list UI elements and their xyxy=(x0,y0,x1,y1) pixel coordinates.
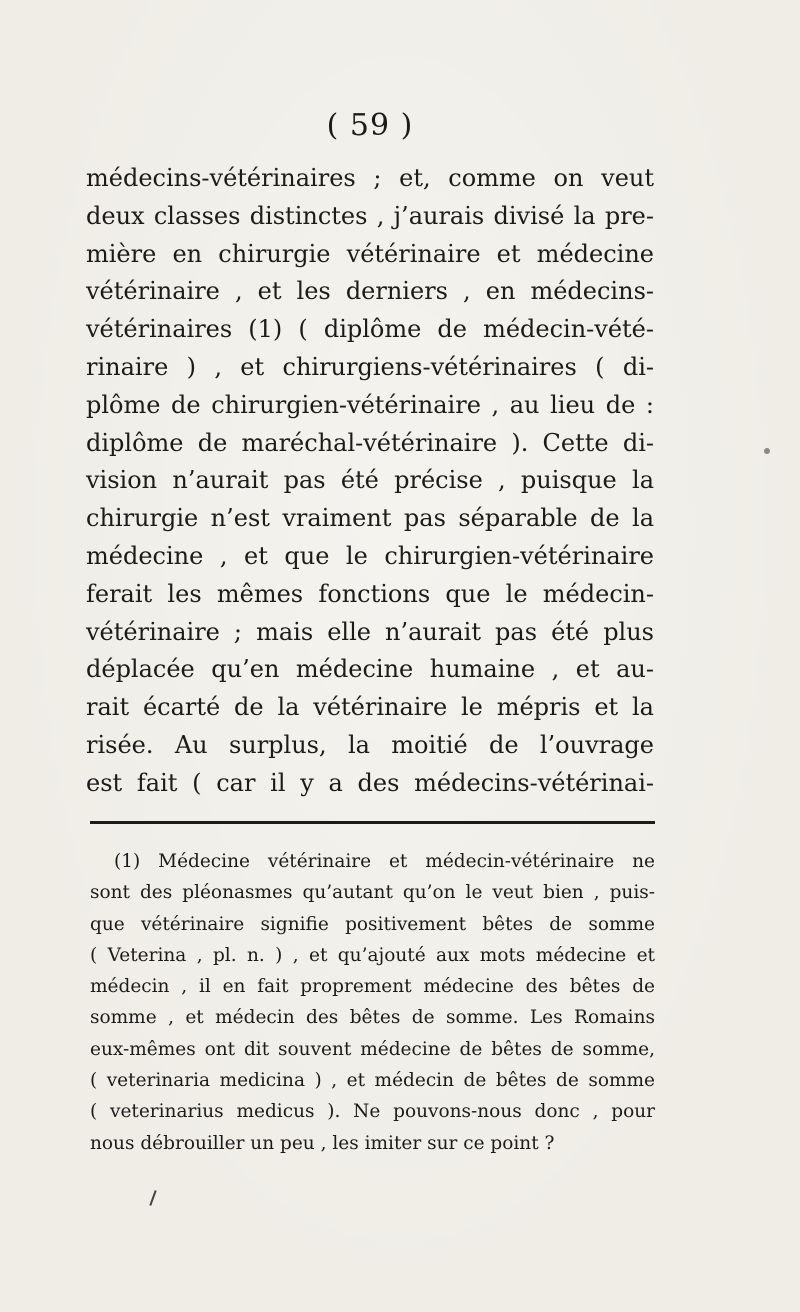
main-text-line: vision n’aurait pas été précise , puisque la xyxy=(86,466,654,495)
main-text-line: est fait ( car il y a des médecins-vétérinai- xyxy=(86,768,654,797)
main-text-line: mière en chirurgie vétérinaire et médecine xyxy=(86,239,654,268)
footnote-line: somme , et médecin des bêtes de somme. Les Romains xyxy=(90,1007,655,1029)
main-text-line: vétérinaire , et les derniers , en médecins- xyxy=(86,277,654,306)
footnote-line: médecin , il en fait proprement médecine des bêtes de xyxy=(90,976,655,998)
main-text-block xyxy=(86,160,654,803)
page-number: ( 59 ) xyxy=(326,108,414,143)
main-text-line: médecine , et que le chirurgien-vétérinaire xyxy=(86,541,654,570)
main-text-line: rait écarté de la vétérinaire le mépris et la xyxy=(86,693,654,722)
footnote-line: sont des pléonasmes qu’autant qu’on le veut bien , puis- xyxy=(90,882,655,904)
footnote-line: ( veterinarius medicus ). Ne pouvons-nous donc , pour xyxy=(90,1101,655,1123)
footnote-line: (1) Médecine vétérinaire et médecin-vétérinaire ne xyxy=(114,851,655,872)
main-text-line: ferait les mêmes fonctions que le médecin- xyxy=(86,579,654,608)
footnote-line: eux-mêmes ont dit souvent médecine de bêtes de somme, xyxy=(90,1038,655,1060)
main-text-line: déplacée qu’en médecine humaine , et au- xyxy=(86,655,654,684)
paper-speck xyxy=(764,448,770,454)
footnote-block xyxy=(90,846,655,1159)
main-text-line: plôme de chirurgien-vétérinaire , au lieu de : xyxy=(86,390,654,419)
footnote-line: nous débrouiller un peu , les imiter sur ce point ? xyxy=(90,1132,555,1154)
main-text-line: rinaire ) , et chirurgiens-vétérinaires ( di- xyxy=(86,352,654,381)
footnote-separator-rule xyxy=(90,821,655,824)
main-text-line: vétérinaire ; mais elle n’aurait pas été plus xyxy=(86,617,654,646)
main-text-line: risée. Au surplus, la moitié de l’ouvrage xyxy=(86,730,654,759)
main-text-line: chirurgie n’est vraiment pas séparable de la xyxy=(86,504,654,533)
main-text-line: médecins-vétérinaires ; et, comme on veut xyxy=(86,164,654,192)
main-text-line: deux classes distinctes , j’aurais divisé la pre- xyxy=(86,201,654,230)
footnote-line: que vétérinaire signifie positivement bêtes de somme xyxy=(90,913,655,935)
main-text-line: diplôme de maréchal-vétérinaire ). Cette di- xyxy=(86,428,654,457)
stray-ink-mark xyxy=(149,1190,156,1206)
footnote-line: ( veterinaria medicina ) , et médecin de bêtes de somme xyxy=(90,1070,655,1092)
main-text-line: vétérinaires (1) ( diplôme de médecin-vété- xyxy=(86,315,654,344)
footnote-line: ( Veterina , pl. n. ) , et qu’ajouté aux mots médecine et xyxy=(90,944,655,966)
